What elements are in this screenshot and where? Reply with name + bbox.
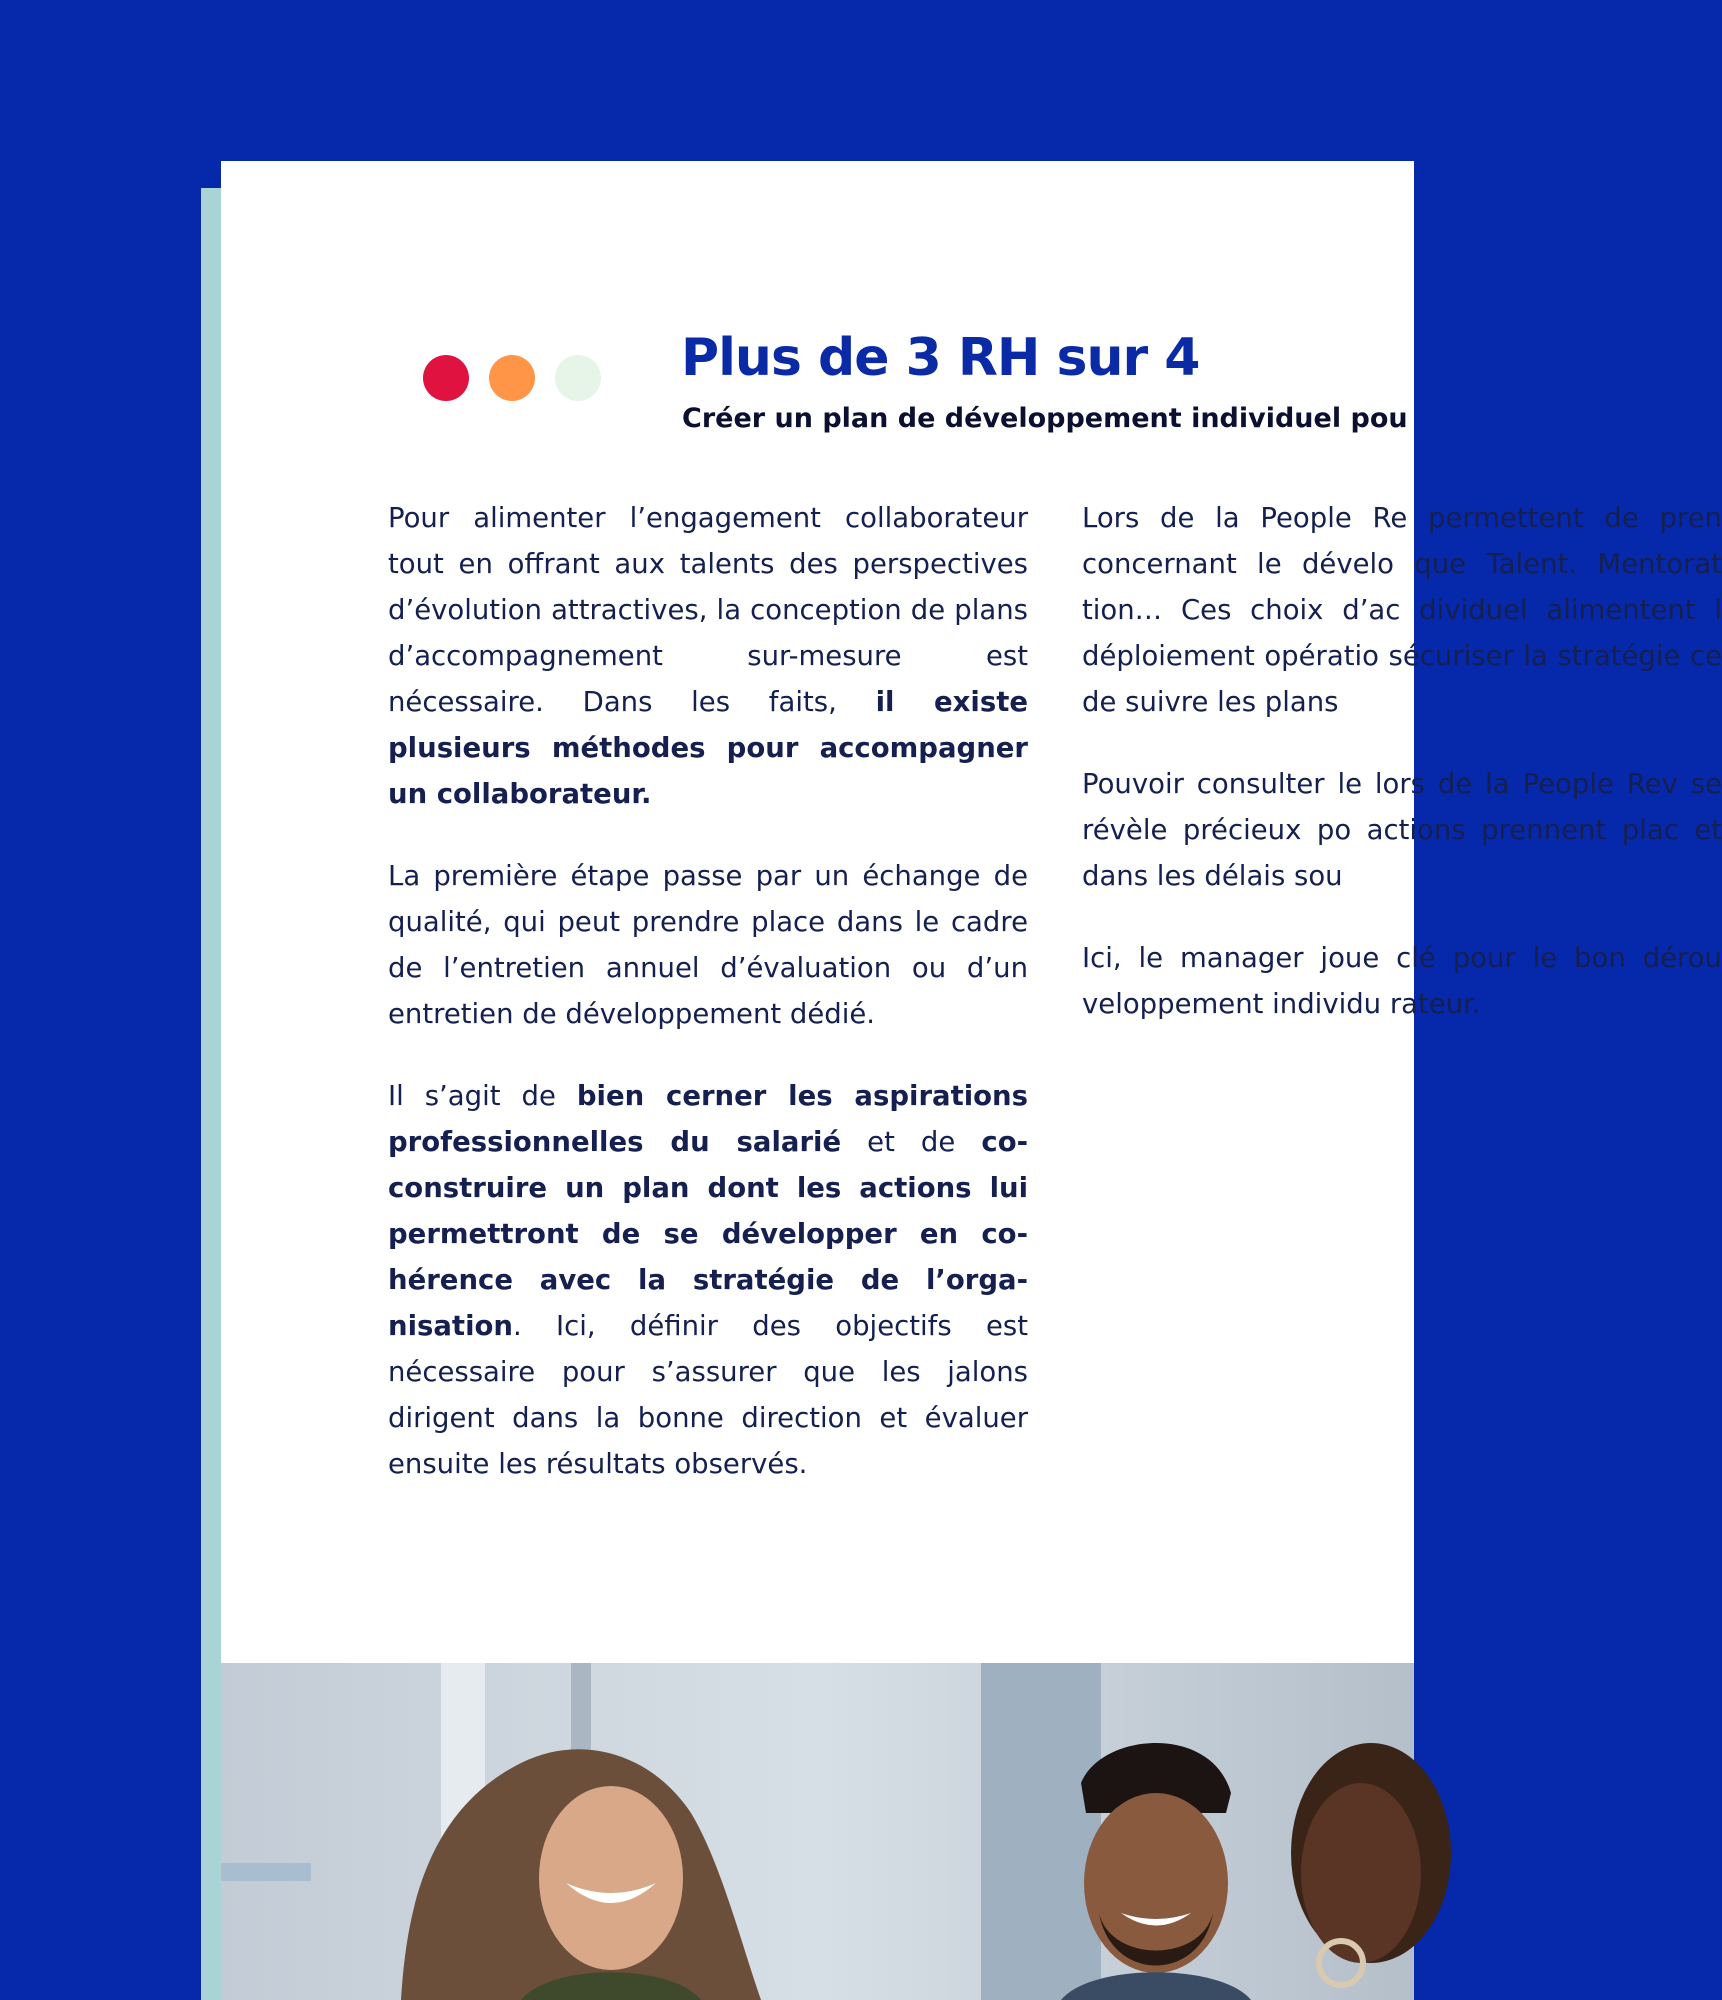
page-title: Plus de 3 RH sur 4 — [681, 328, 1200, 388]
content-card — [221, 161, 1722, 2000]
right-paragraph-1: Lors de la People Re permettent de pren concernant le dévelo que Talent. Mentorat tion… Ces choix d’ac dividuel alimentent l déploiement opératio sécuriser la stratégie ce de suivre les plans — [1082, 502, 1722, 718]
paragraph-2 — [388, 853, 1028, 1037]
right-paragraph-2: Pouvoir consulter le lors de la People Rev se révèle précieux po actions prennent plac et dans les délais sou — [1082, 768, 1722, 892]
paragraph-3-text-c: . Ici, définir des objectifs est nécessaire pour s’assurer que les jalons dirigent dans la bonne direction et évaluer ensuite les résultats observés. — [388, 1310, 1028, 1480]
right-paragraph-3: Ici, le manager joue clé pour le bon dérou veloppement individu rateur. — [1082, 942, 1722, 1020]
paragraph-3-text-b: et de — [867, 1126, 956, 1158]
accent-strip — [201, 188, 223, 2000]
paragraph-2-text: La première étape passe par un échange de qualité, qui peut prendre place dans le cadre de l’entretien annuel d’évaluation ou d’un entretien de développement dédié. — [388, 860, 1028, 1030]
red-dot-icon — [423, 355, 469, 401]
orange-dot-icon — [489, 355, 535, 401]
mint-dot-icon — [555, 355, 601, 401]
paragraph-3-text-a: Il s’agit de — [388, 1080, 556, 1112]
text-column-right — [1082, 495, 1722, 1063]
paragraph-3-bold-b: co-construire un plan dont les actions lui permettront de se développer en cohérence avec la stratégie de l’organisation — [388, 1126, 1028, 1342]
page-subtitle: Créer un plan de développement individuel pou — [682, 403, 1408, 434]
text-column-left — [388, 495, 1028, 1523]
paragraph-1-bold: il existe plusieurs méthodes pour accompagner un collaborateur. — [388, 686, 1028, 810]
paragraph-3-bold-a: bien cerner les aspirations professionnelles du salarié — [388, 1080, 1028, 1158]
team-photo — [221, 1663, 1414, 2000]
paragraph-1 — [388, 495, 1028, 817]
paragraph-3 — [388, 1073, 1028, 1487]
paragraph-1-text: Pour alimenter l’engagement collaborateur tout en offrant aux talents des perspectives d’évolution attractives, la conception de plans d’accompagnement sur-mesure est nécessaire. Dans les faits, — [388, 502, 1028, 718]
